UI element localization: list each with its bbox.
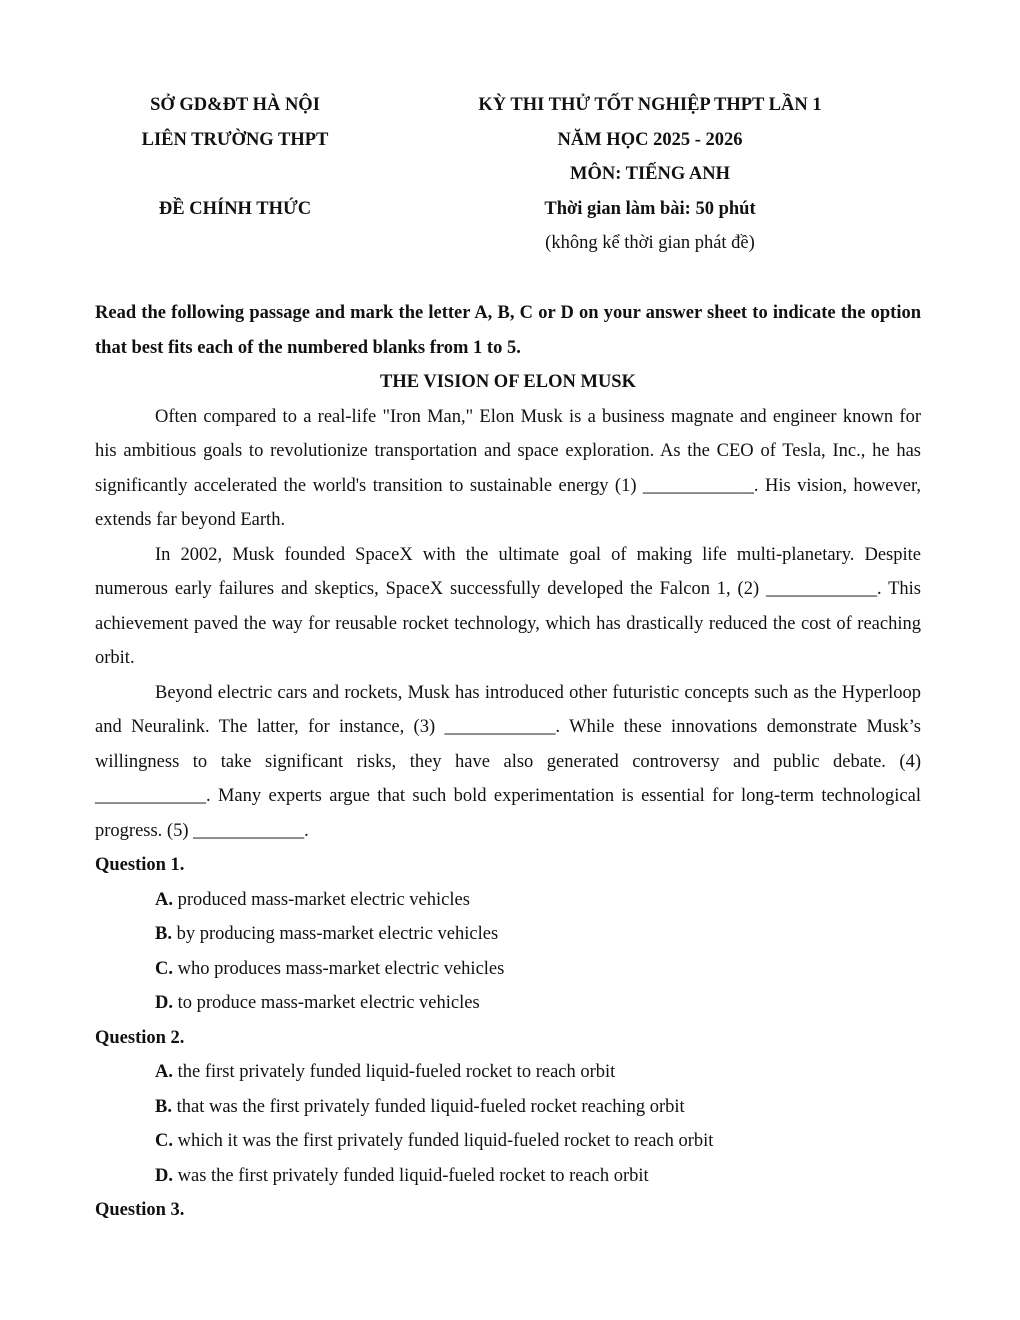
header-right (430, 88, 870, 261)
instruction: Read the following passage and mark the letter A, B, C or D on your answer sheet to indicate the option that best fits each of the numbered blanks from 1 to 5. (95, 303, 921, 358)
option-text: by producing mass-market electric vehicles (171, 924, 499, 944)
option-text: who produces mass-market electric vehicles (173, 958, 505, 979)
exam-title: KỲ THI THỬ TỐT NGHIỆP THPT LẦN 1 (478, 95, 822, 115)
question-label: Question 3. (95, 1200, 185, 1220)
option-text: produced mass-market electric vehicles (173, 889, 470, 910)
question-label: Question 1. (95, 855, 185, 875)
passage-title: THE VISION OF ELON MUSK (380, 372, 636, 392)
option-letter: C. (155, 958, 173, 979)
option-letter: B. (155, 924, 172, 944)
option-letter: A. (155, 889, 173, 910)
school-year: NĂM HỌC 2025 - 2026 (557, 129, 743, 150)
question-3 (95, 1193, 921, 1228)
exam-content (95, 296, 921, 1228)
school-name: LIÊN TRƯỜNG THPT (141, 129, 329, 150)
option-text: was the first privately funded liquid-fueled rocket to reach orbit (173, 1165, 649, 1186)
option-letter: C. (155, 1131, 173, 1151)
header-left (95, 88, 375, 226)
subject: MÔN: TIẾNG ANH (569, 164, 730, 184)
option-d[interactable] (95, 986, 921, 1021)
passage-paragraph-3: Beyond electric cars and rockets, Musk has introduced other futuristic concepts such as the Hyperloop and Neuralink. The latter, for instance, (3) ____________. While these innovations demonstrate Musk’s willingness to take significant risks, they have also generated controversy and public debate. (4) ____________. Many experts argue that such bold experimentation is essential for long-term technological progress. (5) ____________. (95, 682, 921, 841)
option-text: to produce mass-market electric vehicles (173, 993, 480, 1013)
time-limit: Thời gian làm bài: 50 phút (544, 198, 756, 219)
option-a[interactable] (95, 883, 921, 918)
option-letter: B. (155, 1096, 172, 1117)
option-a[interactable] (95, 1055, 921, 1090)
option-b[interactable] (95, 1090, 921, 1125)
option-text: which it was the first privately funded liquid-fueled rocket to reach orbit (173, 1131, 714, 1151)
option-b[interactable] (95, 917, 921, 952)
option-c[interactable] (95, 1124, 921, 1159)
question-label: Question 2. (95, 1027, 185, 1048)
option-d[interactable] (95, 1159, 921, 1194)
department-name: SỞ GD&ĐT HÀ NỘI (150, 95, 320, 115)
option-text: that was the first privately funded liquid-fueled rocket reaching orbit (171, 1096, 685, 1117)
passage-paragraph-2: In 2002, Musk founded SpaceX with the ultimate goal of making life multi-planetary. Despite numerous early failures and skeptics, SpaceX successfully developed the Falcon 1, (2) ____________. This achievement paved the way for reusable rocket technology, which has drastically reduced the cost of reaching orbit. (95, 544, 921, 668)
official-label: ĐỀ CHÍNH THỨC (158, 198, 312, 219)
option-text: the first privately funded liquid-fueled rocket to reach orbit (173, 1062, 616, 1082)
option-letter: A. (155, 1062, 173, 1082)
question-1 (95, 848, 921, 1021)
option-c[interactable] (95, 952, 921, 987)
header-left-blank (95, 157, 375, 192)
question-2 (95, 1021, 921, 1194)
option-letter: D. (155, 993, 173, 1013)
option-letter: D. (155, 1165, 173, 1186)
time-note: (không kể thời gian phát đề) (545, 233, 755, 253)
passage-paragraph-1: Often compared to a real-life "Iron Man," Elon Musk is a business magnate and engineer known for his ambitious goals to revolutionize transportation and space exploration. As the CEO of Tesla, Inc., he has significantly accelerated the world's transition to sustainable energy (1) ____________. His vision, however, extends far beyond Earth. (95, 406, 921, 530)
